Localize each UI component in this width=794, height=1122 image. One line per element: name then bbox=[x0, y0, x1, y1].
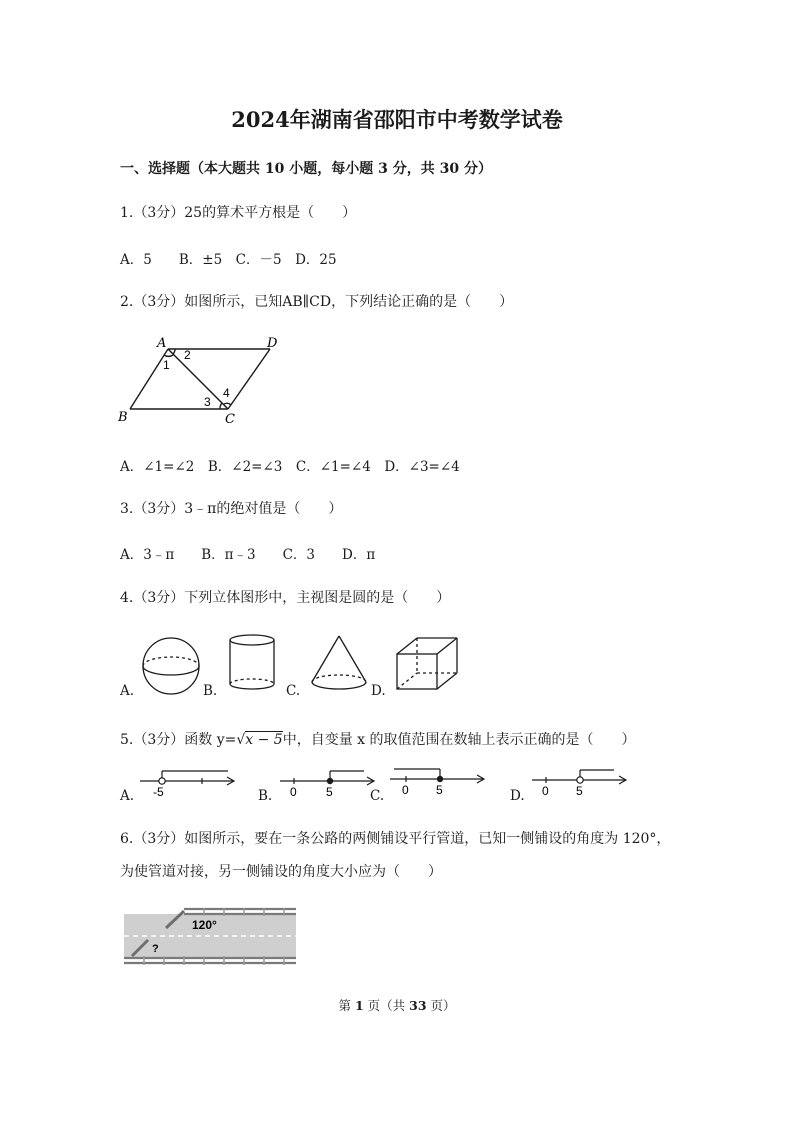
question-5-label-b: B. bbox=[258, 788, 273, 804]
point-B-label: B bbox=[118, 410, 128, 425]
question-1-options: A．5 B．±5 C．－5 D．25 bbox=[120, 252, 337, 268]
footer-pre: 第 bbox=[338, 998, 355, 1013]
question-2-stem: 2.（3分）如图所示，已知AB∥CD，下列结论正确的是（ ） bbox=[120, 294, 514, 310]
question-5-label-a: A. bbox=[120, 788, 135, 804]
question-4-label-a: A. bbox=[120, 683, 135, 699]
footer-post: 页） bbox=[426, 998, 456, 1013]
question-5-label-c: C. bbox=[370, 788, 385, 804]
sqrt-sign: √ bbox=[236, 732, 246, 748]
question-5-stem-prefix: 5.（3分）函数 y= bbox=[120, 732, 237, 748]
angle-1-label: 1 bbox=[163, 358, 170, 372]
question-4-stem: 4.（3分）下列立体图形中，主视图是圆的是（ ） bbox=[120, 590, 451, 606]
number-line-b bbox=[278, 768, 378, 802]
question-3-stem: 3.（3分）3﹣π的绝对值是（ ） bbox=[120, 501, 343, 517]
angle-3-label: 3 bbox=[204, 395, 211, 409]
tick-label: -5 bbox=[153, 785, 164, 799]
angle-120-label: 120° bbox=[192, 918, 217, 932]
question-6-stem-line1: 6.（3分）如图所示，要在一条公路的两侧铺设平行管道，已知一侧铺设的角度为 120°， bbox=[120, 831, 671, 847]
footer-mid: 页（共 bbox=[363, 998, 410, 1013]
question-3-options: A．3﹣π B．π﹣3 C．3 D．π bbox=[120, 547, 376, 563]
radicand: x − 5 bbox=[245, 732, 283, 748]
point-D-label: D bbox=[267, 336, 278, 351]
question-5-stem-suffix: 中，自变量 x 的取值范围在数轴上表示正确的是（ ） bbox=[282, 732, 636, 748]
tick-label: 0 bbox=[542, 784, 549, 798]
question-4-label-c: C. bbox=[286, 683, 301, 699]
cylinder-icon bbox=[224, 632, 280, 694]
point-A-label: A bbox=[157, 336, 167, 351]
question-4-label-d: D. bbox=[371, 683, 386, 699]
tick-label: 5 bbox=[576, 784, 583, 798]
tick-label: 5 bbox=[436, 783, 443, 797]
question-5-label-d: D. bbox=[510, 788, 525, 804]
number-line-c bbox=[388, 766, 488, 800]
cube-icon bbox=[392, 632, 464, 694]
road-pipe-figure bbox=[124, 906, 300, 968]
question-6-stem-line2: 为使管道对接，另一侧铺设的角度大小应为（ ） bbox=[120, 864, 442, 880]
question-4-label-b: B. bbox=[203, 683, 218, 699]
parallelogram-figure bbox=[115, 333, 285, 428]
page-title: 2024年湖南省邵阳市中考数学试卷 bbox=[231, 107, 563, 132]
page-footer bbox=[0, 996, 794, 1014]
angle-4-label: 4 bbox=[223, 386, 230, 400]
question-1-stem: 1.（3分）25的算术平方根是（ ） bbox=[120, 205, 357, 221]
unknown-angle-label: ? bbox=[152, 943, 159, 955]
question-5-stem bbox=[120, 729, 636, 749]
footer-page-number: 1 bbox=[354, 998, 364, 1013]
cone-icon bbox=[306, 632, 372, 694]
tick-label: 5 bbox=[326, 785, 333, 799]
tick-label: 0 bbox=[402, 783, 409, 797]
section-heading: 一、选择题（本大题共 10 小题，每小题 3 分，共 30 分） bbox=[120, 161, 492, 177]
tick-label: 0 bbox=[290, 785, 297, 799]
angle-2-label: 2 bbox=[184, 348, 191, 362]
number-line-d bbox=[530, 767, 630, 801]
sphere-icon bbox=[139, 634, 205, 700]
question-2-options: A．∠1=∠2 B．∠2=∠3 C．∠1=∠4 D．∠3=∠4 bbox=[120, 459, 460, 475]
footer-total-pages: 33 bbox=[409, 998, 427, 1013]
number-line-a bbox=[138, 768, 238, 802]
point-C-label: C bbox=[225, 412, 235, 427]
